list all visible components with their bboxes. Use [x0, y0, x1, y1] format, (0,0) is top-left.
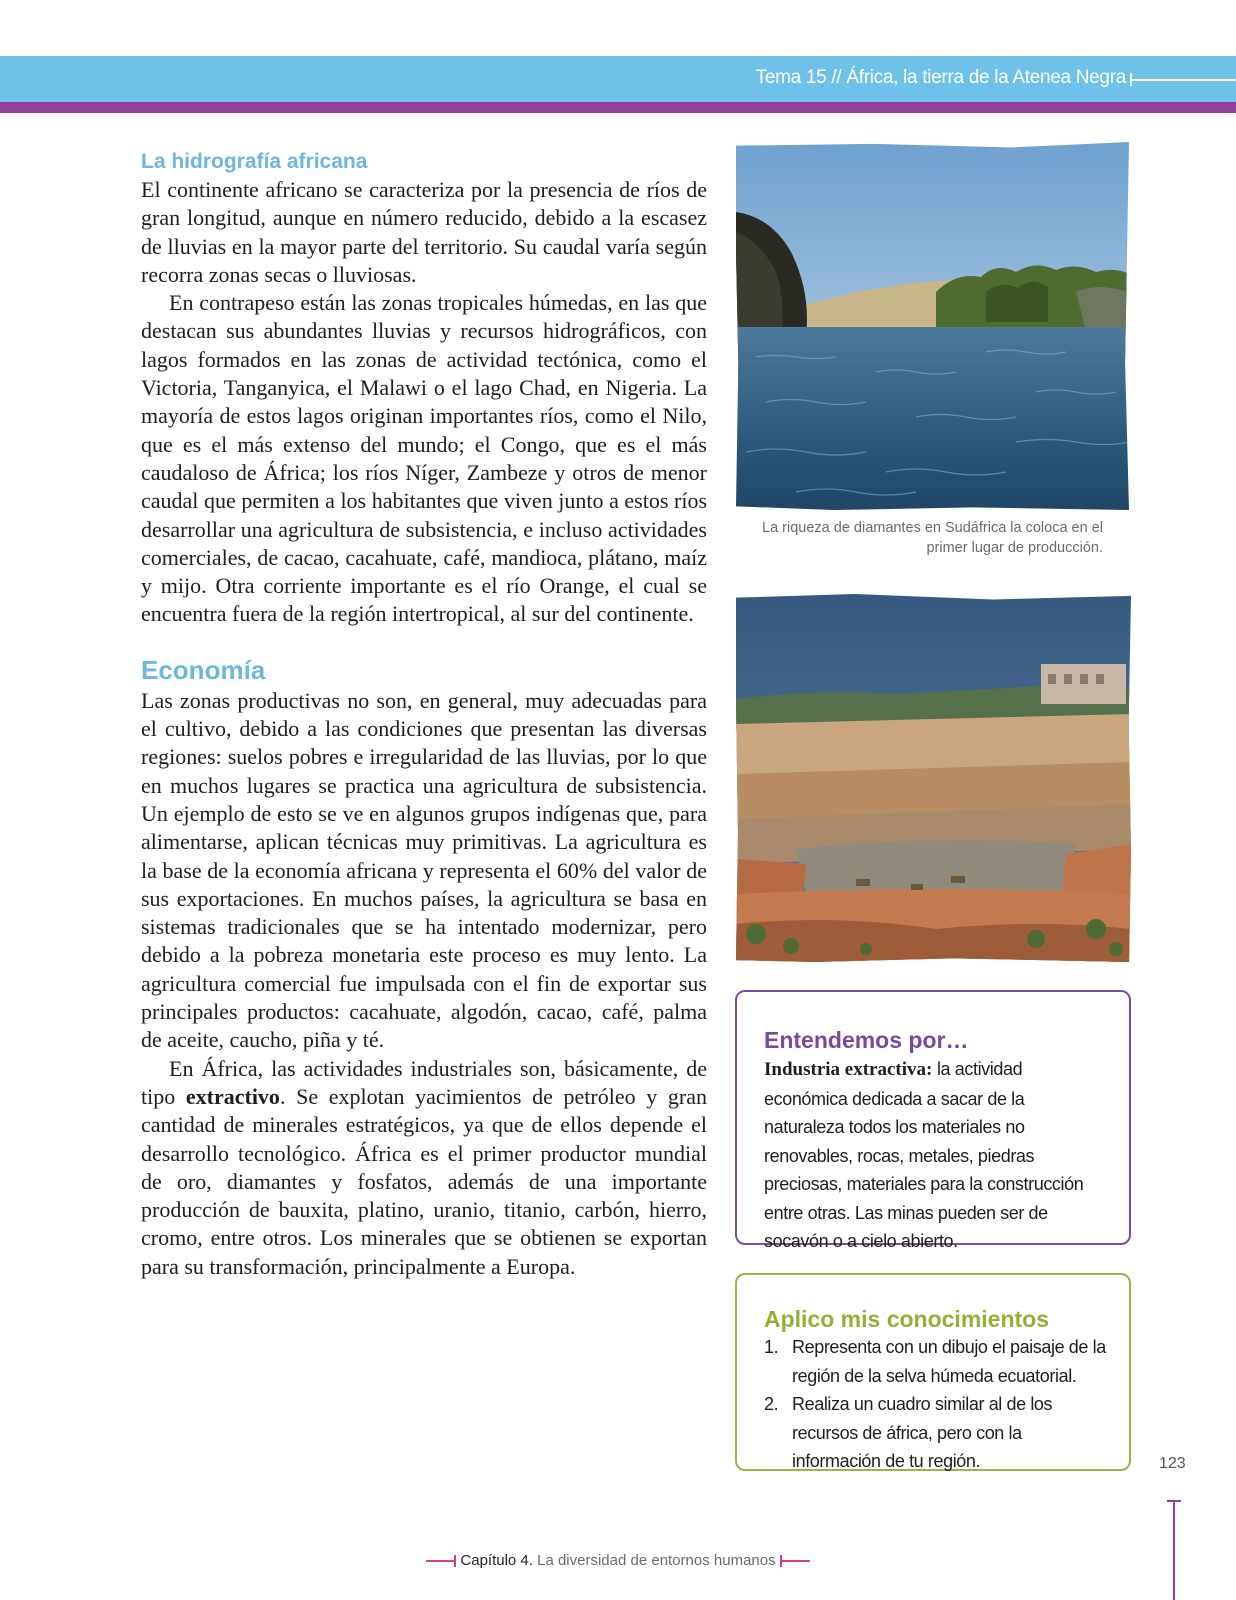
paragraph-economia-2 — [141, 1055, 707, 1281]
definition-box — [735, 990, 1131, 1251]
header-title: Tema 15 // África, la tierra de la Atenea Negra — [755, 67, 1126, 88]
paragraph-economia-2-end: . Se explotan yacimientos de petróleo y gran cantidad de minerales estratégicos, ya que de ellos depende el desarrollo tecnológico. África es el primer productor mundial de oro, diamantes y fosfatos, además de una importante producción de bauxita, platino, uranio, titanio, carbón, hierro, cromo, entre otros. Los minerales que se obtienen se exportan para su transformación, principalmente a Europa. — [141, 1083, 707, 1279]
activity-list — [764, 1333, 1109, 1476]
definition-box-title: Entendemos por… — [764, 1027, 969, 1053]
river-photo — [736, 142, 1129, 510]
activity-item-text: Representa con un dibujo el paisaje de la región de la selva húmeda ecuatorial. — [792, 1337, 1106, 1386]
page-number: 123 — [1159, 1455, 1186, 1472]
section-title-hidrografia: La hidrografía africana — [141, 150, 368, 173]
footer-subtitle: La diversidad de entornos humanos — [537, 1552, 776, 1569]
header-rule-tick — [1130, 73, 1132, 86]
footer-chapter: Capítulo 4. — [460, 1552, 533, 1569]
page-side-line — [1173, 1500, 1175, 1600]
activity-item-number: 1. — [764, 1337, 779, 1357]
paragraph-hidrografia-2: En contrapeso están las zonas tropicales húmedas, en las que destacan sus abundantes lluvias y recursos hidrográficos, con lagos formados en las zonas de actividad tectónica, como el Victoria, Tanganyica, el Malawi o el lago Chad, en Nigeria. La mayoría de estos lagos originan importantes ríos, como el Nilo, que es el más extenso del mundo; el Congo, que es el más caudaloso de África; los ríos Níger, Zambeze y otros de menor caudal que permiten a los habitantes que viven junto a estos ríos desarrollar una agricultura de subsistencia, e incluso actividades comerciales, de cacao, cacahuate, café, mandioca, plátano, maíz y mijo. Otra corriente importante es el río Orange, el cual se encuentra fuera de la región intertropical, al sur del continente. — [141, 290, 707, 627]
activity-item-text: Realiza un cuadro similar al de los recursos de áfrica, pero con la información de tu región. — [792, 1394, 1053, 1471]
footer-dash-left — [426, 1560, 456, 1562]
activity-box-title: Aplico mis conocimientos — [764, 1306, 1049, 1332]
definition-term: Industria extractiva: — [764, 1059, 933, 1080]
paragraph-economia-1: Las zonas productivas no son, en general, muy adecuadas para el cultivo, debido a las condiciones que presentan las diversas regiones: suelos pobres e irregularidad de las lluvias, por lo que en muchos lugares se practica una agricultura de subsistencia. Un ejemplo de esto se ve en algunos grupos indígenas que, para alimentarse, aplican técnicas muy primitivas. La agricultura es la base de la economía africana y representa el 60% del valor de sus exportaciones. En muchos países, la agricultura se basa en sistemas tradicionales que se ha intentado modernizar, pero debido a la pobreza monetaria este proceso es muy lento. La agricultura comercial fue impulsada con el fin de exportar sus principales productos: cacahuate, algodón, cacao, café, palma de aceite, caucho, piña y té. — [141, 687, 707, 1053]
header-rule — [1130, 79, 1236, 81]
activity-item — [764, 1390, 1109, 1476]
activity-item-number: 2. — [764, 1394, 779, 1414]
definition-body: la actividad económica dedicada a sacar de la naturaleza todos los materiales no renovables, rocas, metales, piedras preciosas, materiales para la construcción entre otras. Las minas pueden ser de socavón o a cielo abierto. — [764, 1059, 1084, 1251]
activity-box — [735, 1273, 1131, 1471]
footer — [0, 1552, 1236, 1569]
paragraph-hidrografia-1: El continente africano se caracteriza por la presencia de ríos de gran longitud, aunque en número reducido, debido a la escasez de lluvias en la mayor parte del territorio. Su caudal varía según recorra zonas secas o lluviosas. — [141, 177, 707, 287]
header-stripe — [0, 102, 1236, 113]
mine-photo — [736, 594, 1131, 962]
footer-dash-right — [780, 1560, 810, 1562]
keyword-extractivo: extractivo — [185, 1083, 280, 1109]
section-title-economia: Economía — [141, 654, 266, 685]
river-photo-caption: La riqueza de diamantes en Sudáfrica la coloca en el primer lugar de producción. — [762, 520, 1103, 556]
definition-box-text — [764, 1055, 1109, 1256]
activity-item — [764, 1333, 1109, 1390]
paragraph-economia-2-start: En África, las actividades industriales son, básicamente, de tipo — [141, 1055, 707, 1109]
main-text-column — [141, 148, 707, 1281]
